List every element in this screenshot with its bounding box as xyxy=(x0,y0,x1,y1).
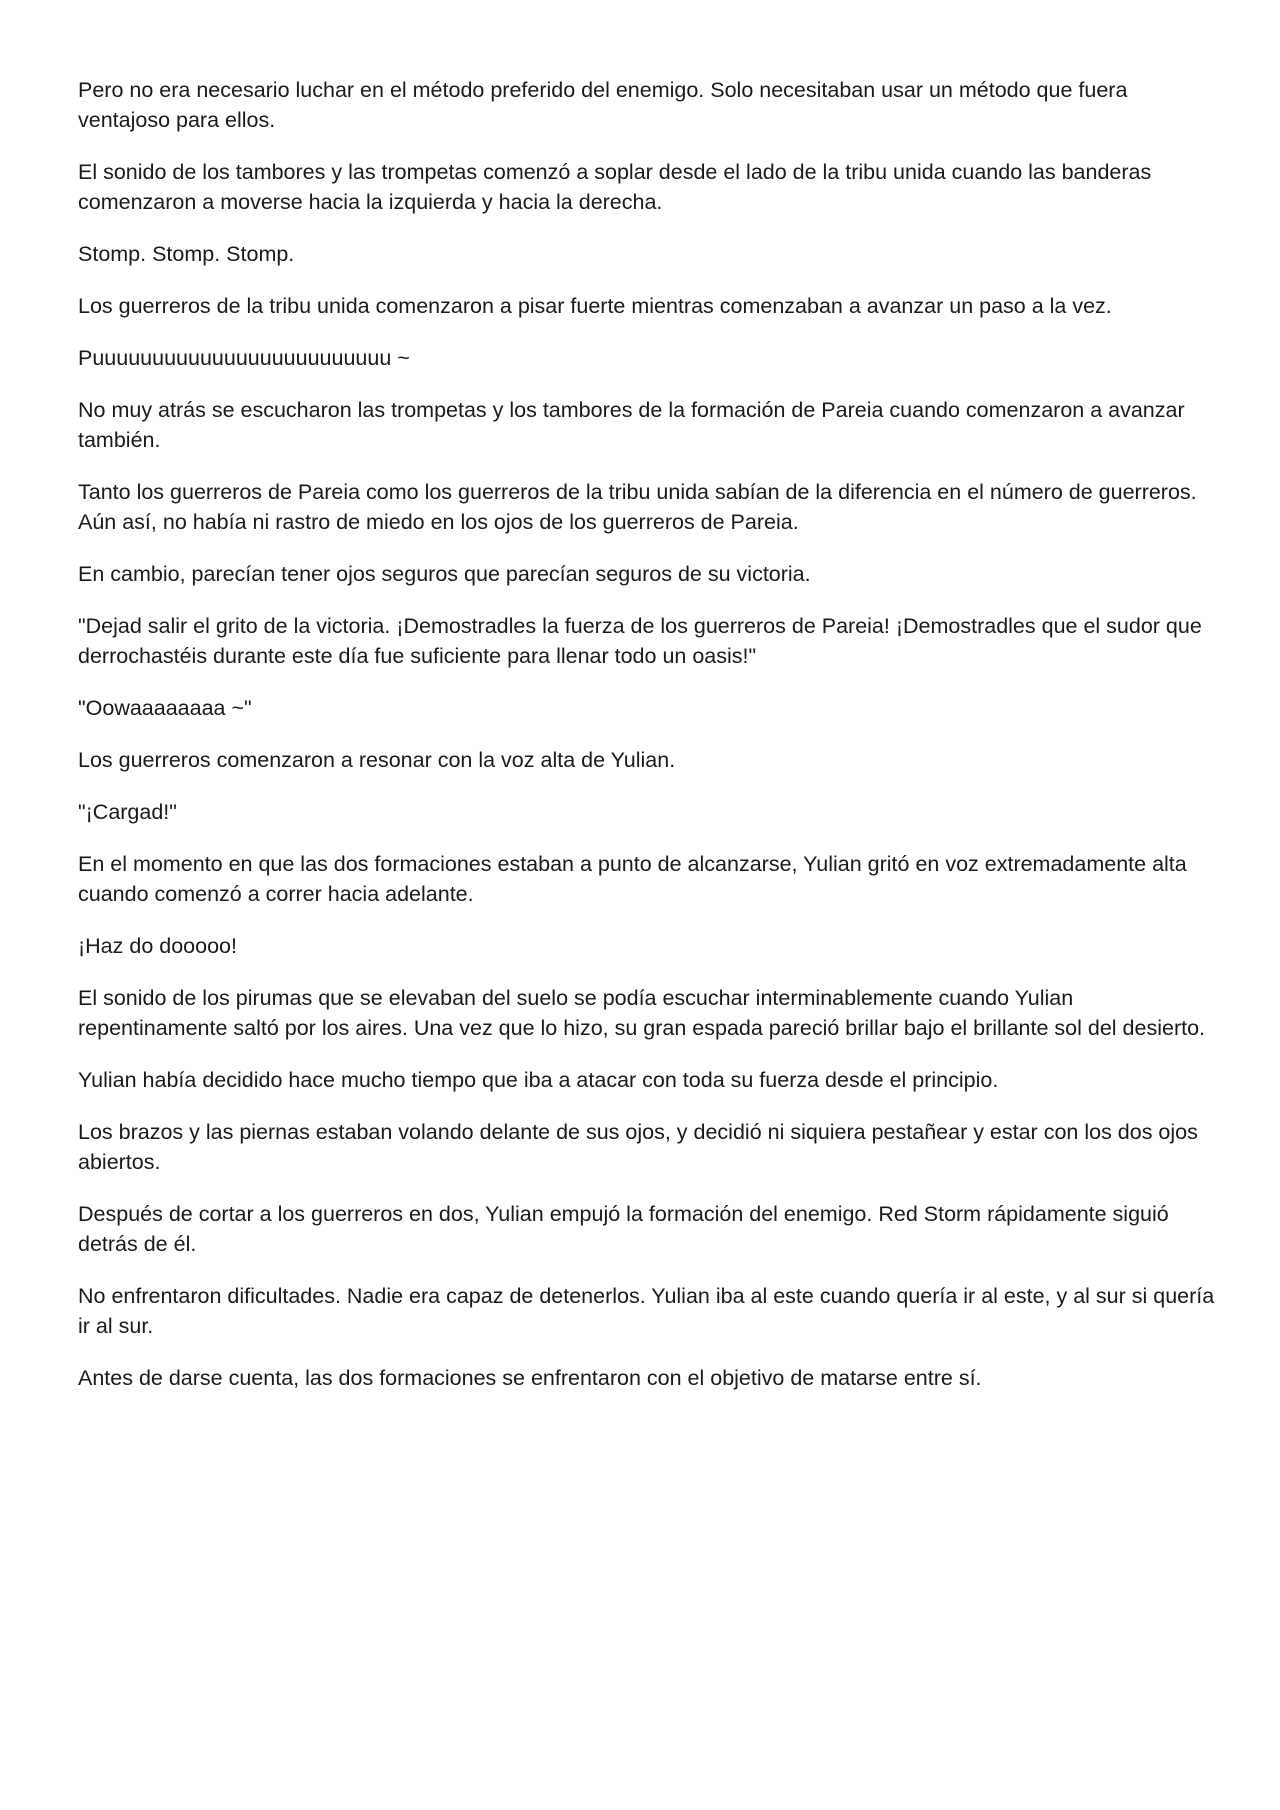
paragraph: Yulian había decidido hace mucho tiempo que iba a atacar con toda su fuerza desde el principio. xyxy=(78,1068,999,1092)
paragraph: Tanto los guerreros de Pareia como los guerreros de la tribu unida sabían de la diferencia en el número de guerreros. Aún así, no había ni rastro de miedo en los ojos de los guerreros de Pareia. xyxy=(78,480,1197,534)
paragraph: Antes de darse cuenta, las dos formaciones se enfrentaron con el objetivo de matarse entre sí. xyxy=(78,1366,982,1390)
paragraph: ¡Haz do dooooo! xyxy=(78,934,237,958)
paragraph: Después de cortar a los guerreros en dos, Yulian empujó la formación del enemigo. Red Storm rápidamente siguió detrás de él. xyxy=(78,1202,1169,1256)
paragraph: El sonido de los pirumas que se elevaban del suelo se podía escuchar interminablemente cuando Yulian repentinamente saltó por los aires. Una vez que lo hizo, su gran espada pareció brillar bajo el brillante sol del desierto. xyxy=(78,986,1206,1040)
paragraph: Stomp. Stomp. Stomp. xyxy=(78,242,295,266)
paragraph: "Oowaaaaaaaa ~" xyxy=(78,696,252,720)
paragraph: Pero no era necesario luchar en el método preferido del enemigo. Solo necesitaban usar un método que fuera ventajoso para ellos. xyxy=(78,78,1128,132)
paragraph: Los guerreros comenzaron a resonar con la voz alta de Yulian. xyxy=(78,748,676,772)
paragraph: "Dejad salir el grito de la victoria. ¡Demostradles la fuerza de los guerreros de Pareia! ¡Demostradles que el sudor que derrochastéis durante este día fue suficiente para llenar todo un oasis!" xyxy=(78,614,1202,668)
paragraph: En el momento en que las dos formaciones estaban a punto de alcanzarse, Yulian gritó en voz extremadamente alta cuando comenzó a correr hacia adelante. xyxy=(78,852,1187,906)
document-page xyxy=(78,75,1218,1415)
paragraph: Puuuuuuuuuuuuuuuuuuuuuuuuu ~ xyxy=(78,346,410,370)
paragraph: Los brazos y las piernas estaban volando delante de sus ojos, y decidió ni siquiera pestañear y estar con los dos ojos abiertos. xyxy=(78,1120,1198,1174)
paragraph: En cambio, parecían tener ojos seguros que parecían seguros de su victoria. xyxy=(78,562,811,586)
paragraph: No enfrentaron dificultades. Nadie era capaz de detenerlos. Yulian iba al este cuando quería ir al este, y al sur si quería ir al sur. xyxy=(78,1284,1215,1338)
paragraph: Los guerreros de la tribu unida comenzaron a pisar fuerte mientras comenzaban a avanzar un paso a la vez. xyxy=(78,294,1112,318)
paragraph: "¡Cargad!" xyxy=(78,800,177,824)
paragraph: No muy atrás se escucharon las trompetas y los tambores de la formación de Pareia cuando comenzaron a avanzar también. xyxy=(78,398,1185,452)
paragraph: El sonido de los tambores y las trompetas comenzó a soplar desde el lado de la tribu unida cuando las banderas comenzaron a moverse hacia la izquierda y hacia la derecha. xyxy=(78,160,1152,214)
